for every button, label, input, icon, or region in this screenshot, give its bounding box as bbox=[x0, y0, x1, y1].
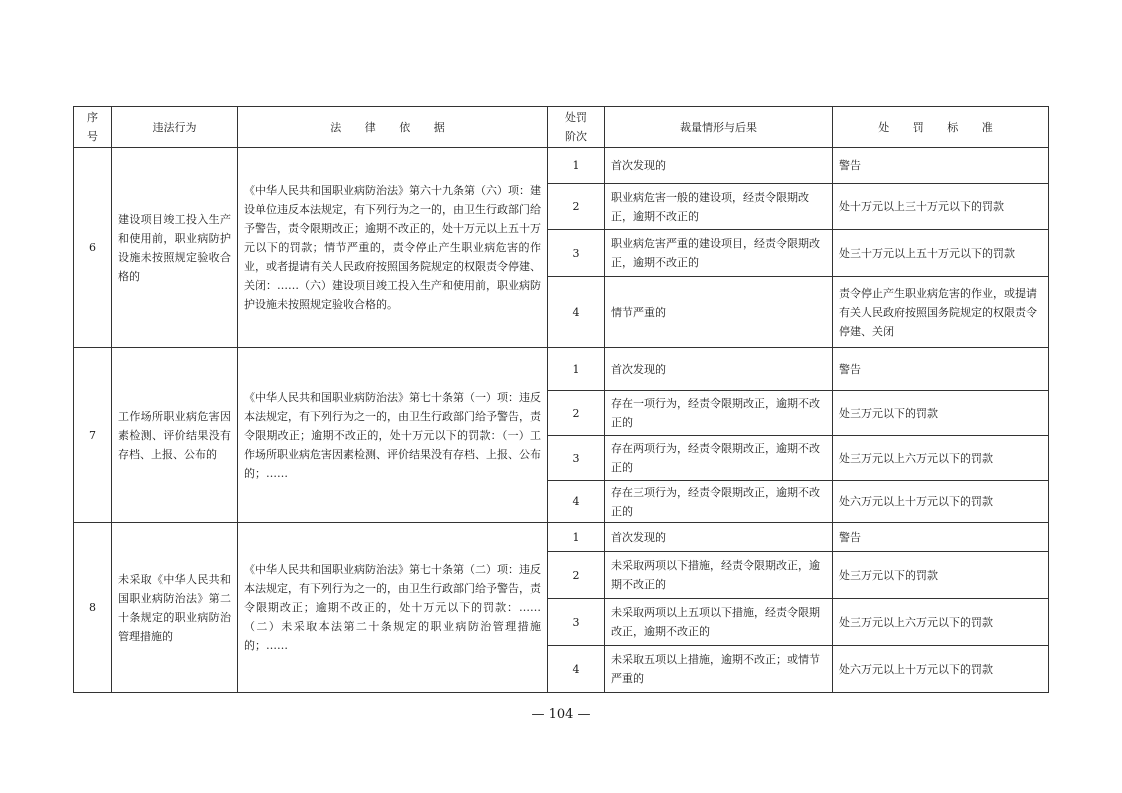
standard-cell: 警告 bbox=[833, 348, 1049, 391]
tier-cell: 4 bbox=[548, 277, 605, 348]
circumstance-cell: 首次发现的 bbox=[605, 348, 833, 391]
legal-basis-cell: 《中华人民共和国职业病防治法》第六十九条第（六）项：建设单位违反本法规定，有下列行为之一的，由卫生行政部门给予警告，责令限期改正；逾期不改正的，处十万元以上五十万元以下的罚款；情节严重的，责令停止产生职业病危害的作业，或者提请有关人民政府按照国务院规定的权限责令停建、关闭：……（六）建设项目竣工投入生产和使用前，职业病防护设施未按照规定验收合格的。 bbox=[238, 148, 548, 348]
legal-basis-cell: 《中华人民共和国职业病防治法》第七十条第（二）项：违反本法规定，有下列行为之一的，由卫生行政部门给予警告，责令限期改正；逾期不改正的，处十万元以下的罚款：……（二）未采取本法第二十条规定的职业病防治管理措施的；…… bbox=[238, 523, 548, 693]
standard-cell: 警告 bbox=[833, 148, 1049, 184]
header-row bbox=[74, 107, 1049, 148]
violation-cell: 未采取《中华人民共和国职业病防治法》第二十条规定的职业病防治管理措施的 bbox=[112, 523, 238, 693]
penalty-standards-table bbox=[73, 106, 1049, 693]
header-circumstances: 裁量情形与后果 bbox=[605, 107, 833, 148]
header-legal-basis: 法 律 依 据 bbox=[238, 107, 548, 148]
circumstance-cell: 未采取五项以上措施，逾期不改正；或情节严重的 bbox=[605, 646, 833, 693]
violation-cell: 工作场所职业病危害因素检测、评价结果没有存档、上报、公布的 bbox=[112, 348, 238, 523]
table-row bbox=[74, 148, 1049, 184]
standard-cell: 责令停止产生职业病危害的作业，或提请有关人民政府按照国务院规定的权限责令停建、关闭 bbox=[833, 277, 1049, 348]
standard-cell: 处三万元以下的罚款 bbox=[833, 391, 1049, 436]
tier-cell: 4 bbox=[548, 646, 605, 693]
circumstance-cell: 未采取两项以下措施，经责令限期改正，逾期不改正的 bbox=[605, 552, 833, 599]
circumstance-cell: 情节严重的 bbox=[605, 277, 833, 348]
tier-cell: 4 bbox=[548, 481, 605, 523]
header-standard: 处 罚 标 准 bbox=[833, 107, 1049, 148]
circumstance-cell: 首次发现的 bbox=[605, 523, 833, 552]
circumstance-cell: 存在一项行为，经责令限期改正，逾期不改正的 bbox=[605, 391, 833, 436]
standard-cell: 处十万元以上三十万元以下的罚款 bbox=[833, 184, 1049, 230]
legal-basis-cell: 《中华人民共和国职业病防治法》第七十条第（一）项：违反本法规定，有下列行为之一的，由卫生行政部门给予警告，责令限期改正；逾期不改正的，处十万元以下的罚款：（一）工作场所职业病危害因素检测、评价结果没有存档、上报、公布的；…… bbox=[238, 348, 548, 523]
tier-cell: 1 bbox=[548, 348, 605, 391]
standard-cell: 处三十万元以上五十万元以下的罚款 bbox=[833, 230, 1049, 277]
standard-cell: 处六万元以上十万元以下的罚款 bbox=[833, 481, 1049, 523]
standard-cell: 处三万元以下的罚款 bbox=[833, 552, 1049, 599]
standard-cell: 处三万元以上六万元以下的罚款 bbox=[833, 436, 1049, 481]
circumstance-cell: 存在三项行为，经责令限期改正，逾期不改正的 bbox=[605, 481, 833, 523]
table-row bbox=[74, 348, 1049, 391]
item-index: 8 bbox=[74, 523, 112, 693]
standard-cell: 处三万元以上六万元以下的罚款 bbox=[833, 599, 1049, 646]
tier-cell: 2 bbox=[548, 391, 605, 436]
header-violation: 违法行为 bbox=[112, 107, 238, 148]
circumstance-cell: 职业病危害严重的建设项目，经责令限期改正，逾期不改正的 bbox=[605, 230, 833, 277]
circumstance-cell: 职业病危害一般的建设项，经责令限期改正，逾期不改正的 bbox=[605, 184, 833, 230]
item-index: 6 bbox=[74, 148, 112, 348]
standard-cell: 警告 bbox=[833, 523, 1049, 552]
item-index: 7 bbox=[74, 348, 112, 523]
tier-cell: 3 bbox=[548, 230, 605, 277]
header-index: 序 号 bbox=[74, 107, 112, 148]
tier-cell: 1 bbox=[548, 523, 605, 552]
header-tier: 处罚 阶次 bbox=[548, 107, 605, 148]
circumstance-cell: 存在两项行为，经责令限期改正，逾期不改正的 bbox=[605, 436, 833, 481]
violation-cell: 建设项目竣工投入生产和使用前，职业病防护设施未按照规定验收合格的 bbox=[112, 148, 238, 348]
table-row bbox=[74, 523, 1049, 552]
tier-cell: 3 bbox=[548, 436, 605, 481]
circumstance-cell: 首次发现的 bbox=[605, 148, 833, 184]
tier-cell: 2 bbox=[548, 184, 605, 230]
tier-cell: 3 bbox=[548, 599, 605, 646]
tier-cell: 1 bbox=[548, 148, 605, 184]
standard-cell: 处六万元以上十万元以下的罚款 bbox=[833, 646, 1049, 693]
tier-cell: 2 bbox=[548, 552, 605, 599]
circumstance-cell: 未采取两项以上五项以下措施，经责令限期改正，逾期不改正的 bbox=[605, 599, 833, 646]
page-number: — 104 — bbox=[531, 707, 591, 722]
